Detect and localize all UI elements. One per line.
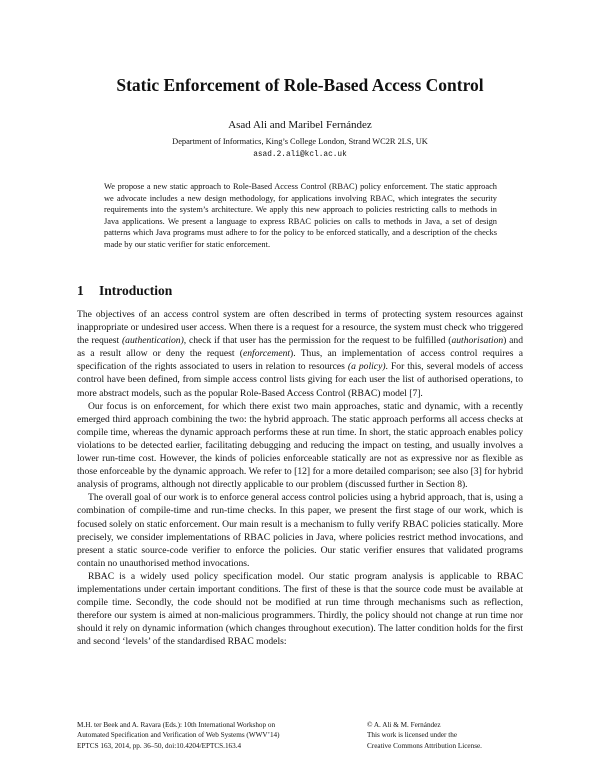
paragraph-4: RBAC is a widely used policy specification model. Our static program analysis is applicable to RBAC implementations under certain important conditions. The first of these is that the source code must be available at compile time. Secondly, the code should not be modified at run time through mechanisms such as reflection, therefore our system is aimed at non-malicious programmers. Thirdly, the policy should not change at run time nor should it rely on dynamic information (which changes throughout execution). The latter condition holds for the first and second ‘levels’ of the standardised RBAC models: (77, 570, 523, 648)
p1-emphasis-enforcement: enforcement (242, 348, 291, 360)
footer-license-line: This work is licensed under the (367, 731, 458, 740)
paragraph-1 (77, 308, 523, 400)
p1-emphasis-authorisation: authorisation (451, 335, 504, 347)
footer-copyright: © A. Ali & M. Fernández (367, 721, 441, 729)
footer-license (367, 720, 527, 751)
section-body (77, 308, 523, 648)
abstract: We propose a new static approach to Role-Based Access Control (RBAC) policy enforcement. The static approach we advocate includes a new design methodology, for applications involving RBAC, which integrates the security requirements into the system’s architecture. We apply this new approach to policies restricting calls to methods in Java applications. We present a language to express RBAC policies on calls to methods in Java, a set of design patterns which Java programs must adhere to for the policy to be enforced statically, and a description of the checks made by our static verifier for static enforcement. (104, 182, 497, 249)
footer-citation (77, 720, 357, 751)
p1-text-a: The objectives of an access control system are often described in terms of protecting system resources against inappropriate or undesired user access. When there is a request for a resource, the system must check who triggered the request (77, 309, 523, 347)
p1-text-e: . For this, several models of access control have been defined, from simple access control lists giving for each user the list of authorised operations, to more abstract models, such as the popular Role-Based Access Control (RBAC) model [7]. (77, 361, 524, 399)
section-title: Introduction (99, 283, 173, 298)
paragraph-2: Our focus is on enforcement, for which there exist two main approaches, static and dynamic, with a recently emerged third approach combining the two: the hybrid approach. The static approach performs all access checks at compile time, whereas the dynamic approach performs these at run time. In short, the static approach enables policy violations to be detected earlier, facilitating debugging and reducing the impact on testing, and usually involves a lower run-time cost. However, the kinds of policies enforceable statically are not as expressive nor as flexible as those enforceable by the dynamic approach. We refer to [12] for a more detailed comparison; see also [3] for hybrid analysis of programs, although not directly applicable to our problem (discussed further in Section 8). (77, 400, 523, 491)
paragraph-3: The overall goal of our work is to enforce general access control policies using a hybrid approach, that is, using a combination of compile-time and run-time checks. In this paper, we present the first stage of our work, which is focused solely on static enforcement. Our main result is a mechanism to fully verify RBAC policies statically. More precisely, we consider implementations of RBAC policies in Java, where policies restrict method invocations, and present a static source-code verifier to enforce the policies. Our static verifier ensures that validated programs contain no unauthorised method invocations. (77, 492, 523, 569)
p1-text-c: ) and as a result allow or deny the request ( (77, 335, 523, 360)
author-email: asad.2.ali@kcl.ac.uk (253, 151, 347, 159)
paper-title: Static Enforcement of Role-Based Access Control (116, 75, 484, 95)
footer-license-link: Creative Commons Attribution License. (367, 741, 482, 750)
paper-authors: Asad Ali and Maribel Fernández (228, 119, 372, 131)
p1-emphasis-authentication: (authentication) (121, 335, 184, 347)
p1-text-d: ). Thus, an implementation of access control requires a specification of the rights associated to users in relation to resources (77, 348, 523, 373)
section-number: 1 (77, 283, 84, 298)
section-heading (77, 283, 172, 299)
p1-emphasis-policy: (a policy) (347, 361, 386, 373)
footer-citation-line: M.H. ter Beek and A. Ravara (Eds.): 10th International Workshop on (77, 721, 276, 729)
footer-citation-line: EPTCS 163, 2014, pp. 36–50, doi:10.4204/EPTCS.163.4 (77, 741, 242, 750)
footer-citation-line: Automated Specification and Verification of Web Systems (WWV’14) (77, 731, 280, 740)
p1-text-b: , check if that user has the permission for the request to be fulfilled ( (183, 335, 452, 347)
author-affiliation: Department of Informatics, King’s College London, Strand WC2R 2LS, UK (172, 137, 428, 146)
